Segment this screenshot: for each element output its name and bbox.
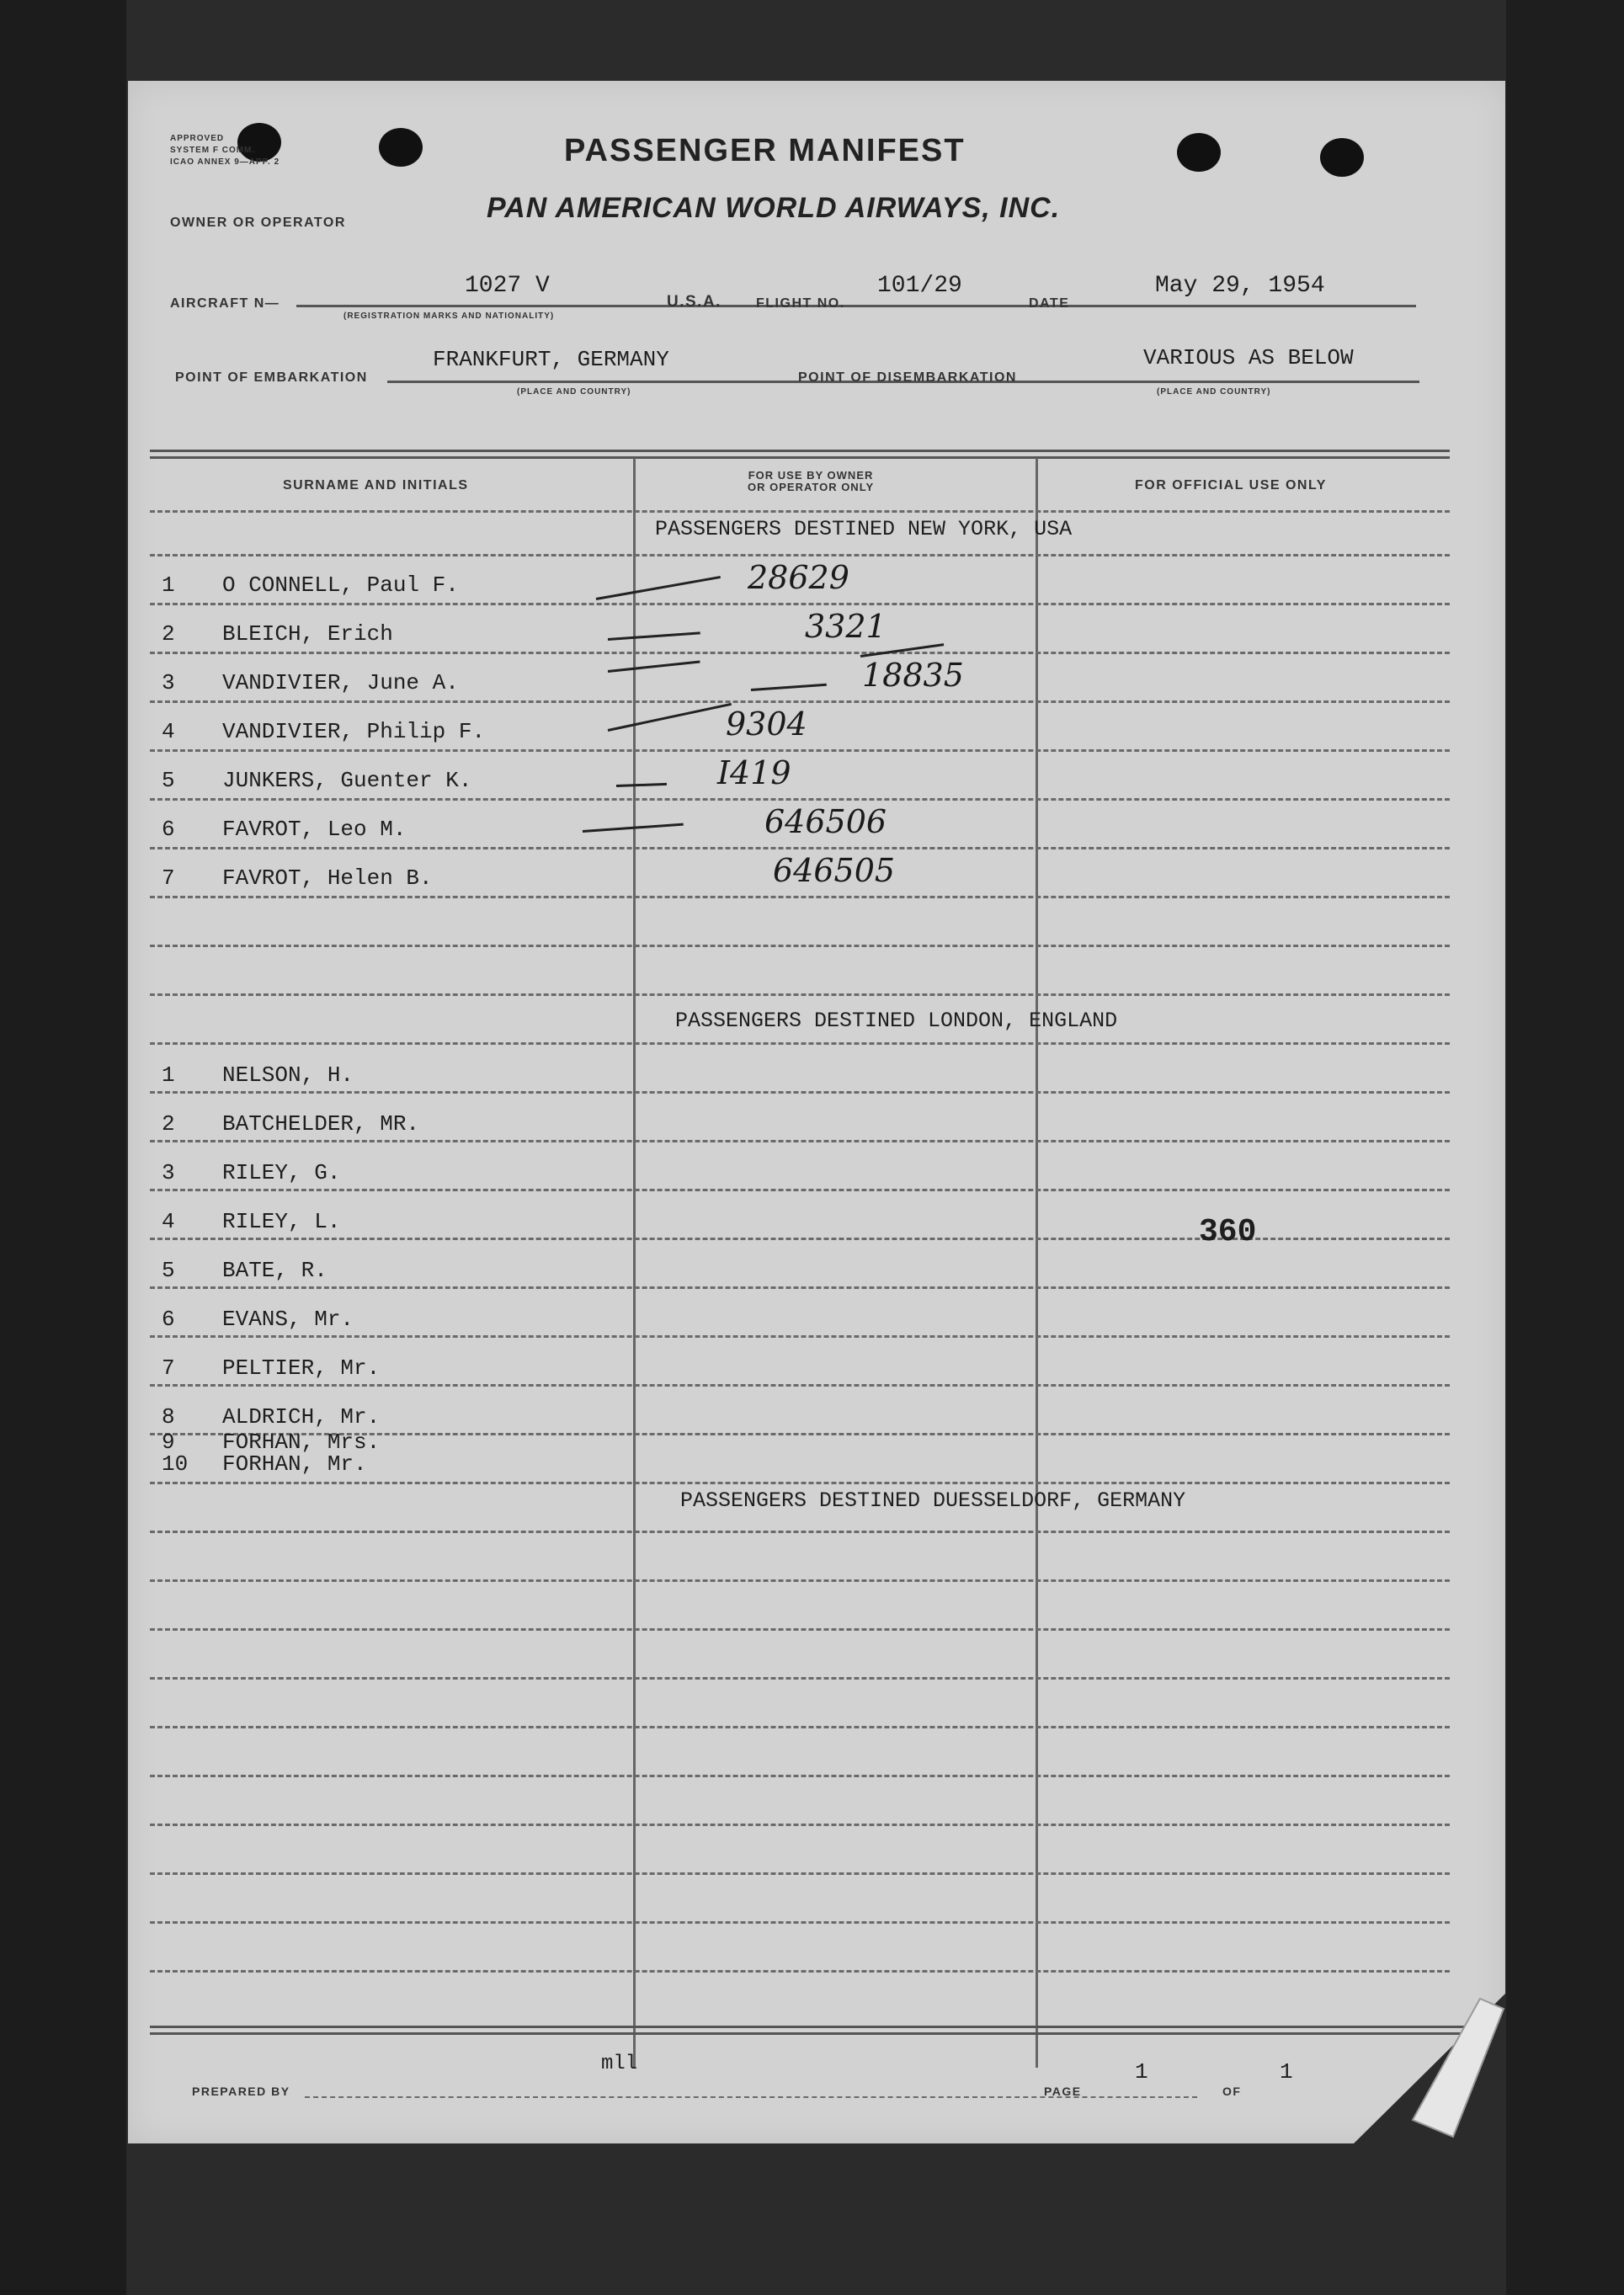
passenger-name: ALDRICH, Mr. bbox=[222, 1404, 381, 1430]
row-rule bbox=[150, 1189, 1450, 1191]
row-rule bbox=[150, 993, 1450, 996]
handwritten-ticket-number: 646505 bbox=[773, 852, 896, 889]
row-rule bbox=[150, 652, 1450, 654]
table-top-rule bbox=[150, 450, 1450, 452]
footer-rule-2 bbox=[150, 2032, 1483, 2035]
passenger-name: VANDIVIER, Philip F. bbox=[222, 719, 486, 744]
prepared-value: mll bbox=[601, 2053, 638, 2075]
row-rule bbox=[150, 603, 1450, 605]
row-rule bbox=[150, 1970, 1450, 1973]
group-heading-new-york: PASSENGERS DESTINED NEW YORK, USA bbox=[655, 517, 1073, 541]
scan-border-right bbox=[1506, 0, 1624, 2295]
row-number: 5 bbox=[162, 768, 175, 793]
table-top-rule-2 bbox=[150, 456, 1450, 459]
prepared-label: PREPARED BY bbox=[192, 2085, 290, 2098]
col-surname-heading: SURNAME AND INITIALS bbox=[283, 478, 469, 493]
row-number: 2 bbox=[162, 621, 175, 647]
row-number: 6 bbox=[162, 1307, 175, 1332]
page-label: PAGE bbox=[1044, 2085, 1082, 2098]
footer-rule bbox=[150, 2026, 1483, 2028]
airline-name: PAN AMERICAN WORLD AIRWAYS, INC. bbox=[487, 192, 1061, 224]
punch-hole-3 bbox=[1177, 133, 1221, 172]
row-rule bbox=[150, 1579, 1450, 1582]
disembark-sub: (PLACE AND COUNTRY) bbox=[1157, 387, 1271, 397]
tick-mark bbox=[608, 631, 700, 641]
row-rule bbox=[150, 798, 1450, 801]
flight-value: 101/29 bbox=[877, 273, 962, 299]
tick-mark bbox=[596, 576, 721, 600]
row-rule bbox=[150, 1726, 1450, 1728]
row-number: 3 bbox=[162, 1160, 175, 1185]
passenger-name: RILEY, L. bbox=[222, 1209, 341, 1234]
embark-sub: (PLACE AND COUNTRY) bbox=[517, 387, 631, 397]
row-number: 1 bbox=[162, 1062, 175, 1088]
row-rule bbox=[150, 896, 1450, 898]
row-rule bbox=[150, 1140, 1450, 1142]
row-rule bbox=[150, 1042, 1450, 1045]
owner-label: OWNER OR OPERATOR bbox=[170, 216, 346, 230]
col-owner-line: FOR USE BY OWNER bbox=[748, 469, 874, 482]
row-number: 4 bbox=[162, 719, 175, 744]
page-title: PASSENGER MANIFEST bbox=[564, 133, 966, 168]
of-label: OF bbox=[1222, 2085, 1242, 2098]
approval-block bbox=[170, 133, 280, 168]
flight-label: FLIGHT NO. bbox=[756, 296, 845, 311]
handwritten-ticket-number: 28629 bbox=[748, 559, 849, 596]
tick-mark bbox=[608, 661, 700, 673]
passenger-name: JUNKERS, Guenter K. bbox=[222, 768, 472, 793]
approval-line: SYSTEM F COMM. bbox=[170, 146, 256, 155]
aircraft-value: 1027 V bbox=[465, 273, 550, 299]
handwritten-ticket-number: I419 bbox=[717, 754, 791, 791]
passenger-name: FORHAN, Mrs. bbox=[222, 1430, 381, 1455]
row-number: 2 bbox=[162, 1111, 175, 1137]
row-rule bbox=[150, 554, 1450, 556]
row-rule bbox=[150, 847, 1450, 849]
row-number: 6 bbox=[162, 817, 175, 842]
row-rule bbox=[150, 749, 1450, 752]
col-owner-line: OR OPERATOR ONLY bbox=[748, 481, 875, 493]
manifest-sheet bbox=[128, 81, 1505, 2143]
row-rule bbox=[150, 945, 1450, 947]
usa-label: U.S.A. bbox=[667, 293, 721, 311]
handwritten-ticket-number: 9304 bbox=[726, 706, 807, 743]
passenger-name: FAVROT, Leo M. bbox=[222, 817, 407, 842]
group-heading-london: PASSENGERS DESTINED LONDON, ENGLAND bbox=[675, 1009, 1118, 1033]
row-rule bbox=[150, 1384, 1450, 1387]
date-value: May 29, 1954 bbox=[1155, 273, 1325, 299]
passenger-name: NELSON, H. bbox=[222, 1062, 354, 1088]
punch-hole-2 bbox=[379, 128, 423, 167]
row-number: 10 bbox=[162, 1451, 189, 1477]
row-number: 4 bbox=[162, 1209, 175, 1234]
row-rule bbox=[150, 1091, 1450, 1094]
row-number: 1 bbox=[162, 572, 175, 598]
strike-out bbox=[860, 643, 944, 658]
row-rule bbox=[150, 1677, 1450, 1680]
passenger-name: FORHAN, Mr. bbox=[222, 1451, 367, 1477]
row-rule bbox=[150, 1921, 1450, 1924]
row-rule bbox=[150, 1531, 1450, 1533]
row-number: 3 bbox=[162, 670, 175, 695]
row-rule bbox=[150, 1775, 1450, 1777]
embark-label: POINT OF EMBARKATION bbox=[175, 370, 368, 385]
row-rule bbox=[150, 700, 1450, 703]
scan-border-left bbox=[0, 0, 126, 2295]
passenger-name: FAVROT, Helen B. bbox=[222, 865, 433, 891]
punch-hole-4 bbox=[1320, 138, 1364, 177]
row-rule bbox=[150, 1482, 1450, 1484]
column-divider-1 bbox=[633, 458, 636, 2068]
row-number: 8 bbox=[162, 1404, 175, 1430]
row-number: 9 bbox=[162, 1430, 175, 1455]
passenger-name: VANDIVIER, June A. bbox=[222, 670, 459, 695]
handwritten-ticket-number: 18835 bbox=[862, 657, 964, 694]
row-rule bbox=[150, 1628, 1450, 1631]
passenger-name: BATCHELDER, MR. bbox=[222, 1111, 420, 1137]
passenger-name: PELTIER, Mr. bbox=[222, 1355, 381, 1381]
handwritten-ticket-number: 3321 bbox=[805, 608, 887, 645]
aircraft-label: AIRCRAFT N— bbox=[170, 296, 280, 311]
group-heading-duesseldorf: PASSENGERS DESTINED DUESSELDORF, GERMANY bbox=[680, 1488, 1186, 1513]
row-rule bbox=[150, 1872, 1450, 1875]
row-number: 7 bbox=[162, 865, 175, 891]
disembark-value: VARIOUS AS BELOW bbox=[1143, 345, 1354, 370]
passenger-name: BATE, R. bbox=[222, 1258, 327, 1283]
disembark-label: POINT OF DISEMBARKATION bbox=[798, 370, 1017, 385]
aircraft-rule bbox=[296, 305, 1416, 307]
folded-corner-icon bbox=[1354, 1994, 1505, 2143]
aircraft-sub: (REGISTRATION MARKS AND NATIONALITY) bbox=[343, 312, 555, 321]
row-number: 5 bbox=[162, 1258, 175, 1283]
col-official-heading: FOR OFFICIAL USE ONLY bbox=[1135, 478, 1327, 493]
of-value: 1 bbox=[1280, 2059, 1293, 2085]
passenger-name: EVANS, Mr. bbox=[222, 1307, 354, 1332]
row-rule bbox=[150, 510, 1450, 513]
column-divider-2 bbox=[1036, 458, 1038, 2068]
page-value: 1 bbox=[1135, 2059, 1148, 2085]
tick-mark bbox=[608, 703, 732, 732]
approval-line: APPROVED bbox=[170, 134, 225, 143]
strike-out bbox=[751, 684, 827, 691]
official-stamp: 360 bbox=[1199, 1214, 1257, 1250]
tick-mark bbox=[616, 783, 667, 787]
row-rule bbox=[150, 1286, 1450, 1289]
approval-line: ICAO ANNEX 9—APP. 2 bbox=[170, 157, 280, 167]
row-rule bbox=[150, 1824, 1450, 1826]
passenger-name: O CONNELL, Paul F. bbox=[222, 572, 459, 598]
row-number: 7 bbox=[162, 1355, 175, 1381]
date-label: DATE bbox=[1029, 296, 1070, 311]
passenger-name: BLEICH, Erich bbox=[222, 621, 393, 647]
passenger-name: RILEY, G. bbox=[222, 1160, 341, 1185]
embark-value: FRANKFURT, GERMANY bbox=[433, 347, 669, 372]
handwritten-ticket-number: 646506 bbox=[764, 803, 887, 840]
col-owner-heading bbox=[748, 470, 874, 493]
row-rule bbox=[150, 1335, 1450, 1338]
